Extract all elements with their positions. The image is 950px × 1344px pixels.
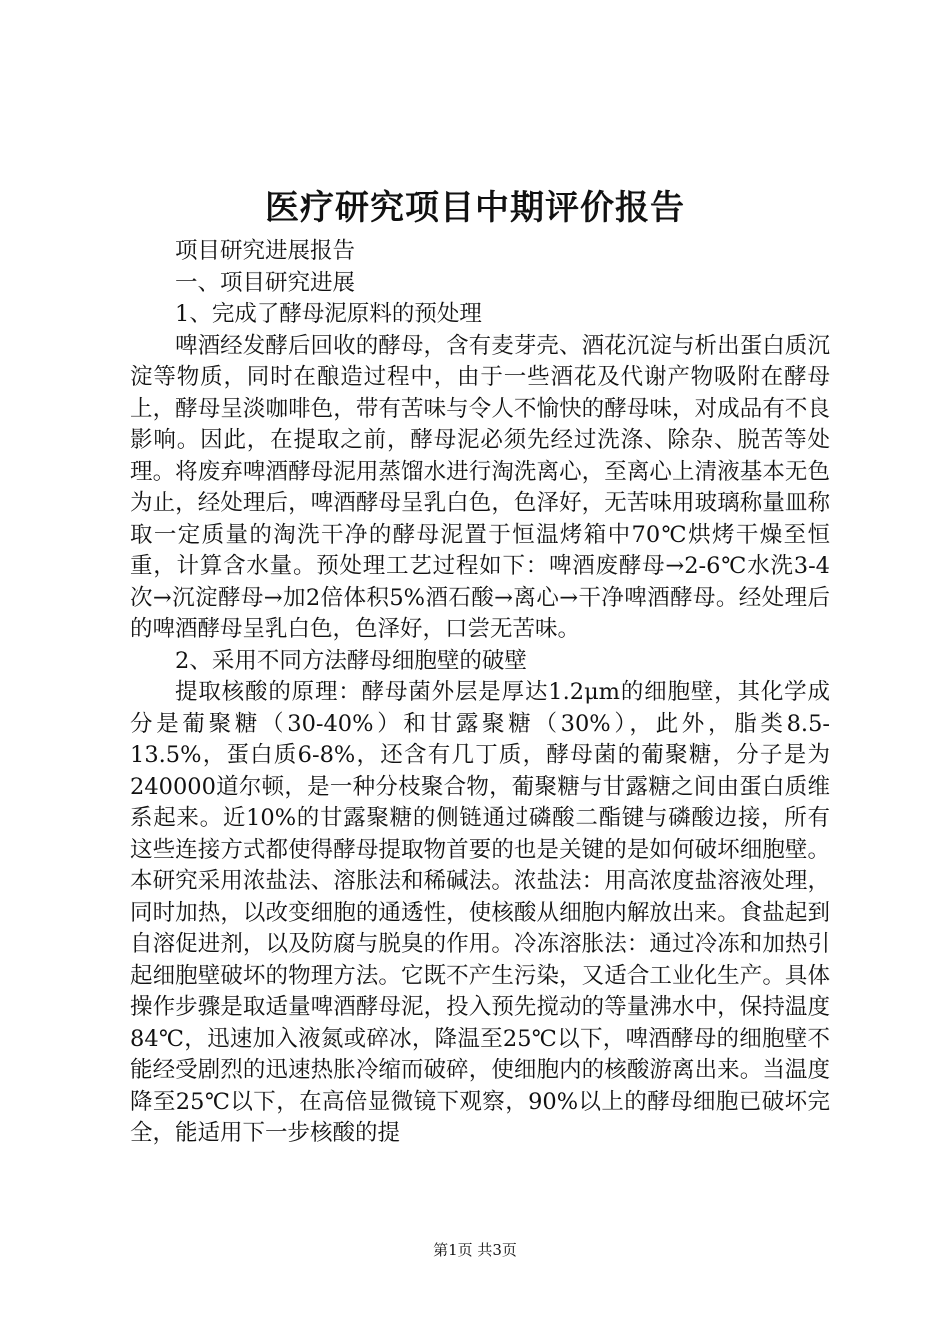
paragraph-pretreatment: 啤酒经发酵后回收的酵母，含有麦芽壳、酒花沉淀与析出蛋白质沉淀等物质，同时在酿造过程中，由于一些酒花及代谢产物吸附在酵母上，酵母呈淡咖啡色，带有苦味与令人不愉快的酵母味，对成品有不良影响。因此，在提取之前，酵母泥必须先经过洗涤、除杂、脱苦等处理。将废弃啤酒酵母泥用蒸馏水进行淘洗离心，至离心上清液基本无色为止，经处理后，啤酒酵母呈乳白色，色泽好，无苦味用玻璃称量皿称取一定质量的淘洗干净的酵母泥置于恒温烤箱中70℃烘烤干燥至恒重，计算含水量。预处理工艺过程如下：啤酒废酵母→2-6℃水洗3-4次→沉淀酵母→加2倍体积5%酒石酸→离心→干净啤酒酵母。经处理后的啤酒酵母呈乳白色，色泽好，口尝无苦味。	[130, 332, 830, 642]
document-title: 医疗研究项目中期评价报告	[265, 188, 685, 228]
paragraph-report-heading: 项目研究进展报告	[175, 238, 356, 264]
paragraph-subsection-2-heading: 2、采用不同方法酵母细胞壁的破壁	[175, 647, 527, 674]
document-body	[130, 236, 830, 1150]
paragraph-subsection-1-heading: 1、完成了酵母泥原料的预处理	[175, 301, 482, 327]
paragraph-cell-wall-breaking: 提取核酸的原理：酵母菌外层是厚达1.2μm的细胞壁，其化学成分是葡聚糖（30-40%）和甘露聚糖（30%），此外，脂类8.5-13.5%，蛋白质6-8%，还含有几丁质，酵母菌的葡聚糖，分子是为240000道尔顿，是一种分枝聚合物，葡聚糖与甘露糖之间由蛋白质维系起来。近10%的甘露聚糖的侧链通过磷酸二酯键与磷酸边接，所有这些连接方式都使得酵母提取物首要的也是关键的是如何破坏细胞壁。本研究采用浓盐法、溶胀法和稀碱法。浓盐法：用高浓度盐溶液处理，同时加热，以改变细胞的通透性，使核酸从细胞内解放出来。食盐起到自溶促进剂，以及防腐与脱臭的作用。冷冻溶胀法：通过冷冻和加热引起细胞壁破坏的物理方法。它既不产生污染，又适合工业化生产。具体操作步骤是取适量啤酒酵母泥，投入预先搅动的等量沸水中，保持温度84℃，迅速加入液氮或碎冰，降温至25℃以下，啤酒酵母的细胞壁不能经受剧烈的迅速热胀冷缩而破碎，使细胞内的核酸游离出来。当温度降至25℃以下，在高倍显微镜下观察，90%以上的酵母细胞已破坏完全，能适用下一步核酸的提	[130, 679, 830, 1146]
page-footer: 第1页 共3页	[433, 1241, 517, 1259]
paragraph-section-heading: 一、项目研究进展	[175, 269, 356, 296]
